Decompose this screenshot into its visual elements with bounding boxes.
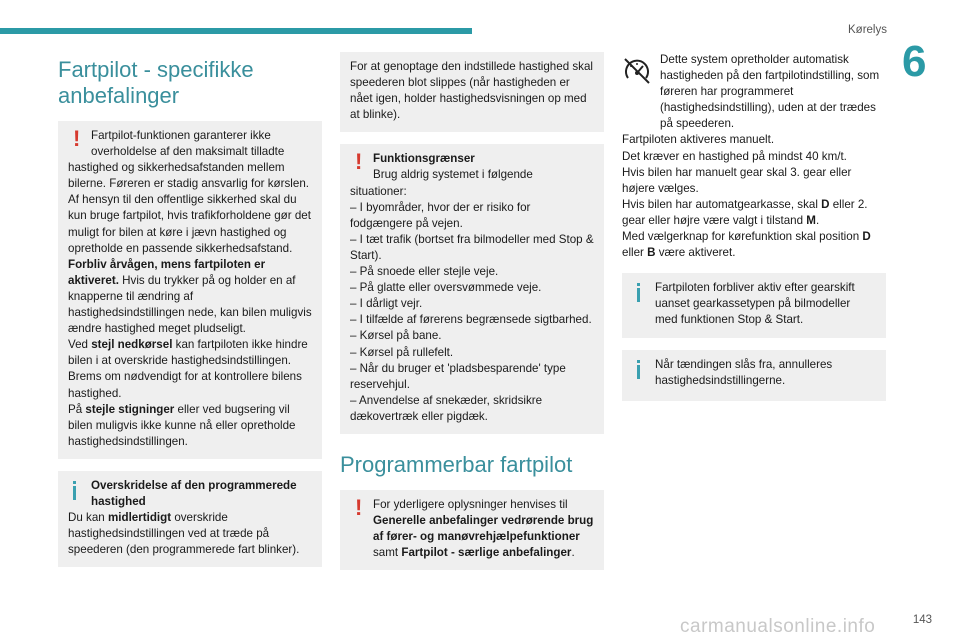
limits-item: – I tilfælde af førerens begrænsede sigtbarhed. — [350, 313, 592, 327]
chapter-number: 6 — [902, 37, 927, 86]
cruise-control-gauge-icon — [622, 56, 652, 86]
description-min-speed: Det kræver en hastighed på mindst 40 km/t. — [622, 149, 847, 163]
warning-text-3: Forbliv årvågen, mens fartpiloten er aktiveret. Hvis du trykker på og holder en af knapperne til ændring af hastighedsindstillingen nede, kan bilen muligvis ændre hastighed meget pludseligt. — [68, 257, 312, 336]
limits-box — [340, 144, 604, 434]
warning-text-1: hastighed og sikkerhedsafstanden mellem bilerne. Føreren er stadig ansvarlig for kørslen. — [68, 161, 309, 191]
info-gearshift-text: Fartpiloten forbliver aktiv efter gearskift uanset gearkassetypen på bilmodeller med funktionen Stop & Start. — [655, 281, 855, 327]
warning-icon: ! — [73, 126, 81, 151]
reference-text-1: For yderligere oplysninger henvises til — [373, 497, 568, 511]
cruise-description — [622, 52, 886, 261]
limits-item: – I tæt trafik (bortset fra bilmodeller med Stop & Start). — [350, 232, 594, 262]
info-icon — [73, 478, 76, 500]
reference-bold-1: Generelle anbefalinger vedrørende brug af fører- og manøvrehjælpefunktioner — [373, 514, 594, 544]
resume-text: For at genoptage den indstillede hastighed skal speederen blot slippes (når hastigheden er nået igen, holder hastighedsvisningen op med at blinke). — [350, 60, 593, 122]
limits-intro-end: situationer: — [350, 184, 407, 198]
section-title-programmable-cruise: Programmerbar fartpilot — [340, 451, 573, 477]
limits-item: – På snoede eller stejle veje. — [350, 265, 499, 279]
column-2 — [340, 52, 604, 582]
chapter-title: Kørelys — [848, 24, 887, 36]
reference-box: ! For yderligere oplysninger henvises til Generelle anbefalinger vedrørende brug af fører- og manøvrehjælpefunktioner samt Fartpilot - særlige anbefalinger. — [340, 490, 604, 570]
warning-line-2: overholdelse af den maksimalt tilladte — [91, 145, 285, 159]
info-box-gearshift — [622, 273, 886, 337]
description-manual-gear: Hvis bilen har manuelt gear skal 3. gear eller højere vælges. — [622, 165, 852, 195]
limits-item: – Kørsel på bane. — [350, 329, 442, 343]
limits-item: – I dårligt vejr. — [350, 297, 423, 311]
column-1 — [58, 52, 322, 579]
description-auto-gear: Hvis bilen har automatgearkasse, skal D eller 2. gear eller højre være valgt i tilstand M. — [622, 197, 868, 227]
watermark: carmanualsonline.info — [680, 616, 876, 637]
resume-box — [340, 52, 604, 132]
limits-item: – På glatte eller oversvømmede veje. — [350, 281, 542, 295]
limits-item: – Anvendelse af snekæder, skridsikre dækovertræk eller pigdæk. — [350, 393, 543, 423]
limits-item: – Kørsel på rullefelt. — [350, 345, 454, 359]
warning-icon: ! — [355, 149, 363, 175]
warning-line-1: Fartpilot-funktionen garanterer ikke — [91, 129, 271, 142]
page-number: 143 — [912, 614, 932, 626]
info-box-title: Overskridelse af den programmerede hastighed — [91, 478, 297, 508]
warning-text-5: På stejle stigninger eller ved bugsering vil bilen muligvis ikke kunne nå eller opretholde hastighedsindstillingen. — [68, 402, 296, 448]
info-ignition-text: Når tændingen slås fra, annulleres hastighedsindstillingerne. — [655, 357, 833, 387]
limits-intro-start: Brug aldrig systemet i følgende — [373, 168, 533, 182]
limits-item: – I byområder, hvor der er risiko for fodgængere på vejen. — [350, 200, 531, 230]
warning-box — [58, 121, 322, 459]
info-box-ignition — [622, 350, 886, 401]
section-title-cruise-recommendations: Fartpilot - specifikke anbefalinger — [58, 57, 254, 108]
column-3 — [622, 52, 886, 413]
description-drive-selector: Med vælgerknap for kørefunktion skal position D eller B være aktiveret. — [622, 230, 871, 260]
info-box-text: Du kan midlertidigt overskride hastighedsindstillingen ved at træde på speederen (den programmerede fart blinker). — [68, 511, 300, 557]
info-icon — [637, 357, 640, 379]
warning-icon: ! — [355, 494, 363, 520]
reference-bold-2: Fartpilot - særlige anbefalinger — [401, 546, 572, 560]
description-text: Dette system opretholder automatisk hastigheden på den fartpilotindstilling, som føreren har programmeret (hastighedsindstilling), uden at der trædes på speederen. — [660, 53, 880, 131]
description-manual-activation: Fartpiloten aktiveres manuelt. — [622, 133, 775, 147]
limits-title: Funktionsgrænser — [373, 152, 475, 166]
warning-text-2: Af hensyn til den offentlige sikkerhed skal du kun bruge fartpilot, hvis trafikforholdene gør det muligt for bilen at køre i jævn hastighed og opretholde en passende sikkerhedsafstand. — [68, 193, 311, 255]
info-icon — [637, 280, 640, 302]
header-accent-bar — [0, 28, 472, 34]
warning-text-4: Ved stejl nedkørsel kan fartpiloten ikke hindre bilen i at overskride hastighedsindstillingen. Brems om nødvendigt for at kontrollere bilens hastighed. — [68, 338, 308, 400]
info-box-overspeed — [58, 471, 322, 567]
limits-item: – Når du bruger et 'pladsbesparende' type reservehjul. — [350, 361, 566, 391]
